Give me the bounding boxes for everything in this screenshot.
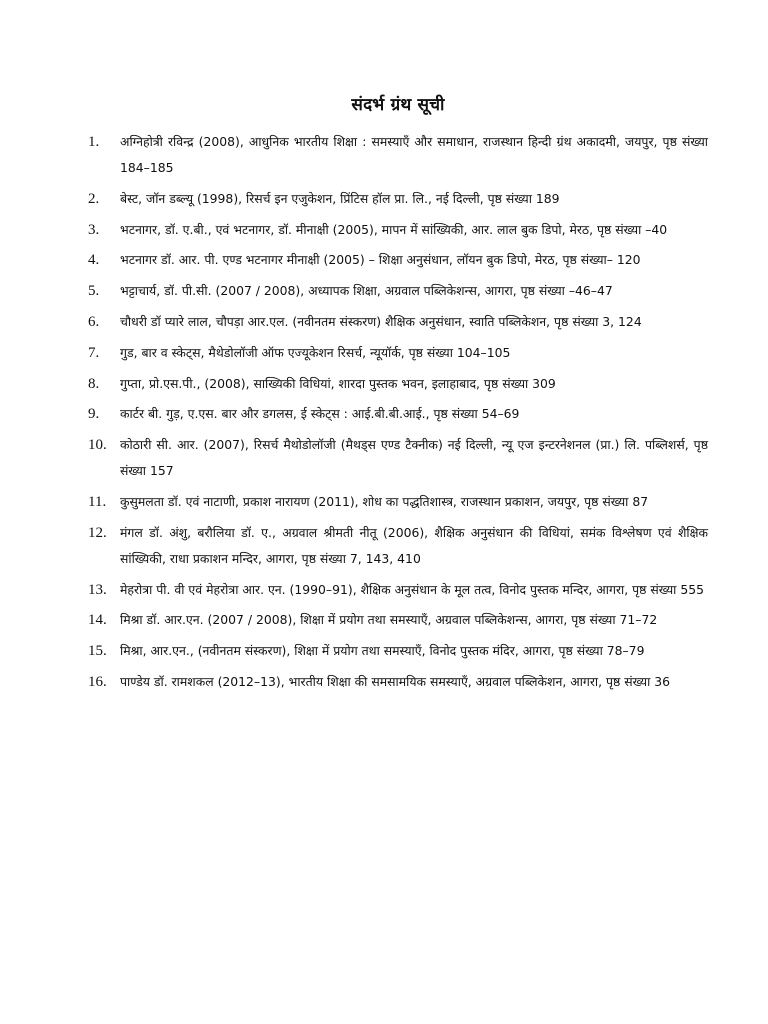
reference-item	[88, 309, 708, 335]
reference-text: कोठारी सी. आर. (2007), रिसर्च मैथोडोलॉजी (मैथड्स एण्ड टैक्नीक) नई दिल्ली, न्यू एज इन्टरनेशनल (प्रा.) लि. पब्लिशर्स, पृष्ठ संख्या 157	[120, 437, 708, 479]
reference-text: भटनागर डॉ. आर. पी. एण्ड भटनागर मीनाक्षी (2005) – शिक्षा अनुसंधान, लॉयन बुक डिपो, मेरठ, पृष्ठ संख्या– 120	[120, 252, 641, 268]
reference-text: कार्टर बी. गुड़, ए.एस. बार और डगलस, ई स्केट्स : आई.बी.बी.आई., पृष्ठ संख्या 54–69	[120, 406, 520, 422]
reference-item	[88, 401, 708, 427]
reference-number: 1.	[88, 134, 100, 150]
page-title: संदर्भ ग्रंथ सूची	[351, 95, 445, 115]
reference-text: मिश्रा डॉ. आर.एन. (2007 / 2008), शिक्षा में प्रयोग तथा समस्याएँ, अग्रवाल पब्लिकेशन्स, आगरा, पृष्ठ संख्या 71–72	[120, 612, 658, 628]
reference-text: बेस्ट, जॉन डब्ल्यू (1998), रिसर्च इन एजुकेशन, प्रिंटिस हॉल प्रा. लि., नई दिल्ली, पृष्ठ संख्या 189	[120, 190, 560, 206]
reference-number: 3.	[88, 221, 100, 238]
reference-text: मंगल डॉ. अंशु, बरौलिया डॉ. ए., अग्रवाल श्रीमती नीतू (2006), शैक्षिक अनुसंधान की विधियां, समंक विश्लेषण एवं शैक्षिक सांख्यिकी, राधा प्रकाशन मन्दिर, आगरा, पृष्ठ संख्या 7, 143, 410	[120, 524, 708, 566]
reference-text: भटनागर, डॉ. ए.बी., एवं भटनागर, डॉ. मीनाक्षी (2005), मापन में सांख्यिकी, आर. लाल बुक डिपो, मेरठ, पृष्ठ संख्या –40	[120, 221, 668, 237]
reference-number: 8.	[88, 375, 100, 392]
reference-item	[88, 217, 708, 243]
reference-text: गुड, बार व स्केट्स, मैथेडोलॉजी ऑफ एज्यूकेशन रिसर्च, न्यूयॉर्क, पृष्ठ संख्या 104–105	[120, 344, 511, 360]
reference-text: पाण्डेय डॉ. रामशकल (2012–13), भारतीय शिक्षा की समसामयिक समस्याएँ, अग्रवाल पब्लिकेशन, आगरा, पृष्ठ संख्या 36	[120, 673, 671, 689]
reference-number: 16.	[88, 673, 107, 690]
reference-number: 9.	[88, 406, 100, 423]
reference-number: 5.	[88, 283, 100, 300]
reference-text: चौधरी डॉ प्यारे लाल, चौपड़ा आर.एल. (नवीनतम संस्करण) शैक्षिक अनुसंधान, स्वाति पब्लिकेशन, पृष्ठ संख्या 3, 124	[120, 313, 642, 329]
reference-number: 2.	[88, 190, 100, 207]
reference-number: 15.	[88, 643, 107, 660]
reference-item	[88, 489, 708, 515]
reference-number: 14.	[88, 612, 107, 629]
reference-number: 12.	[88, 524, 107, 541]
reference-text: भट्टाचार्य, डॉ. पी.सी. (2007 / 2008), अध्यापक शिक्षा, अग्रवाल पब्लिकेशन्स, आगरा, पृष्ठ संख्या –46–47	[120, 283, 613, 299]
reference-item	[88, 247, 708, 273]
reference-item	[88, 669, 708, 695]
reference-text: मिश्रा, आर.एन., (नवीनतम संस्करण), शिक्षा में प्रयोग तथा समस्याएँ, विनोद पुस्तक मंदिर, आगरा, पृष्ठ संख्या 78–79	[120, 643, 645, 659]
reference-number: 10.	[88, 437, 107, 454]
reference-item	[88, 340, 708, 366]
reference-number: 6.	[88, 313, 100, 330]
reference-list	[88, 129, 708, 695]
reference-item	[88, 577, 708, 603]
reference-number: 13.	[88, 581, 107, 598]
reference-item	[88, 638, 708, 664]
reference-number: 4.	[88, 252, 100, 269]
reference-text: मेहरोत्रा पी. वी एवं मेहरोत्रा आर. एन. (1990–91), शैक्षिक अनुसंधान के मूल तत्व, विनोद पुस्तक मन्दिर, आगरा, पृष्ठ संख्या 555	[120, 581, 704, 597]
reference-item	[88, 520, 708, 572]
reference-item	[88, 186, 708, 212]
reference-item	[88, 432, 708, 484]
reference-number: 7.	[88, 344, 100, 361]
reference-item	[88, 371, 708, 397]
reference-item	[88, 607, 708, 633]
reference-item	[88, 129, 708, 181]
reference-number: 11.	[88, 493, 107, 510]
reference-text: गुप्ता, प्रो.एस.पी., (2008), साख्यिकी विधियां, शारदा पुस्तक भवन, इलाहाबाद, पृष्ठ संख्या 309	[120, 375, 556, 391]
reference-item	[88, 278, 708, 304]
reference-text: कुसुमलता डॉ. एवं नाटाणी, प्रकाश नारायण (2011), शोध का पद्धतिशास्त्र, राजस्थान प्रकाशन, जयपुर, पृष्ठ संख्या 87	[120, 493, 649, 509]
reference-text: अग्निहोत्री रविन्द्र (2008), आधुनिक भारतीय शिक्षा : समस्याएँ और समाधान, राजस्थान हिन्दी ग्रंथ अकादमी, जयपुर, पृष्ठ संख्या 184–185	[120, 134, 708, 175]
